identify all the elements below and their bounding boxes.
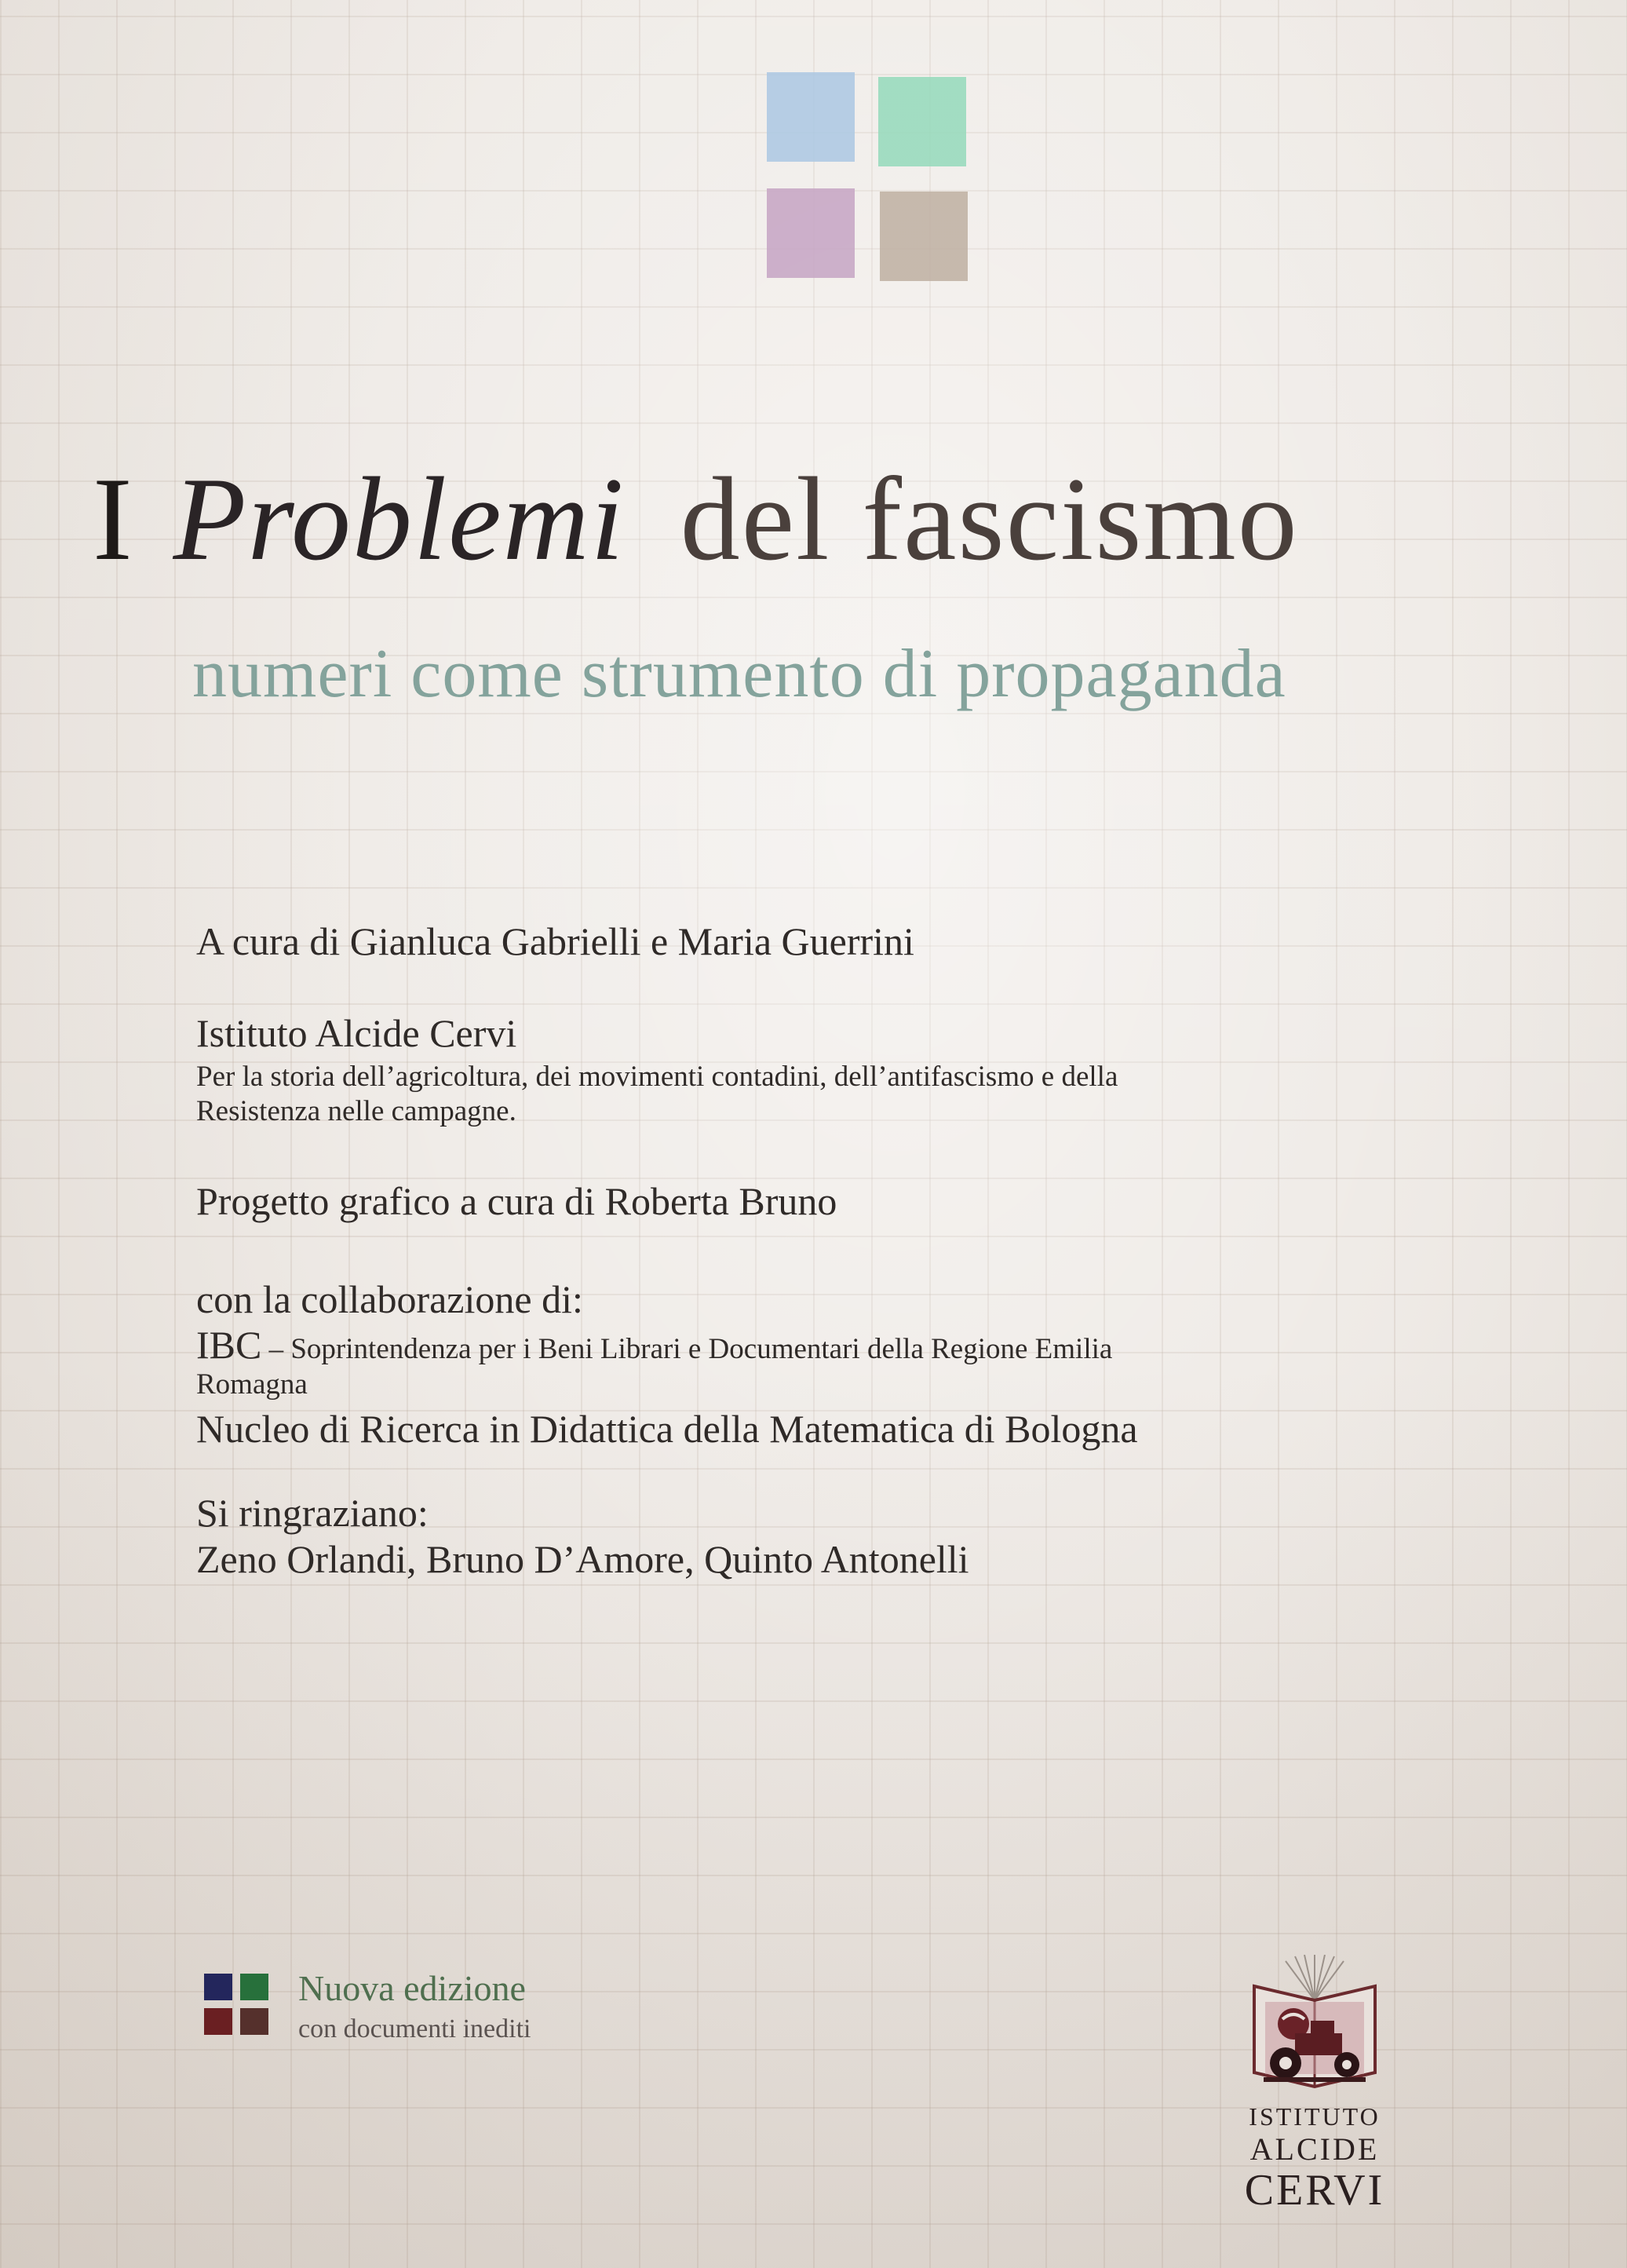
institute-logo-line-2: ALCIDE <box>1249 2131 1380 2167</box>
thanks-names: Zeno Orlandi, Bruno D’Amore, Quinto Antonelli <box>196 1536 969 1581</box>
ibc-description: – Soprintendenza per i Beni Librari e Documentari della Regione Emilia <box>261 1332 1113 1365</box>
editors-line: A cura di Gianluca Gabrielli e Maria Guerrini <box>196 919 914 963</box>
logo-square-violet <box>767 188 855 278</box>
edition-title: Nuova edizione <box>298 1968 526 2008</box>
institute-logo-text <box>1232 2102 1397 2215</box>
tractor-emblem-icon <box>1248 1955 1381 2096</box>
thanks-heading: Si ringraziano: <box>196 1490 429 1535</box>
institute-description-line-2: Resistenza nelle campagne. <box>196 1095 516 1128</box>
four-squares-logo <box>767 72 969 283</box>
title-part-i: I <box>93 453 134 585</box>
edition-subtitle: con documenti inediti <box>298 2014 531 2043</box>
logo-square-green <box>878 77 966 166</box>
institute-logo-line-1: ISTITUTO <box>1249 2102 1381 2131</box>
ibc-line <box>196 1323 1421 1368</box>
logo-square-blue <box>767 72 855 162</box>
ibc-description-continued: Romagna <box>196 1368 308 1401</box>
logo-square-taupe <box>880 192 968 281</box>
edition-squares-icon <box>204 1974 272 2041</box>
institute-description-line-1: Per la storia dell’agricoltura, dei movimenti contadini, dell’antifascismo e della <box>196 1061 1118 1093</box>
title-part-del-fascismo: del fascismo <box>680 453 1299 585</box>
edition-square-brown <box>240 2008 268 2035</box>
credits-block <box>196 919 1421 1583</box>
nucleo-line: Nucleo di Ricerca in Didattica della Matematica di Bologna <box>196 1406 1138 1451</box>
title-part-problemi: Problemi <box>173 453 626 585</box>
ibc-abbreviation: IBC <box>196 1322 262 1367</box>
graphic-design-credit: Progetto grafico a cura di Roberta Bruno <box>196 1178 837 1223</box>
istituto-cervi-logo <box>1232 1955 1397 2215</box>
institute-logo-line-3: CERVI <box>1244 2166 1385 2215</box>
page-subtitle: numeri come strumento di propaganda <box>192 636 1286 712</box>
institute-name: Istituto Alcide Cervi <box>196 1011 517 1055</box>
edition-badge <box>204 1970 753 2049</box>
edition-square-navy <box>204 1974 232 2000</box>
edition-square-maroon <box>204 2008 232 2035</box>
collaboration-heading: con la collaborazione di: <box>196 1276 583 1321</box>
edition-square-green <box>240 1974 268 2000</box>
page-title <box>93 453 1584 585</box>
